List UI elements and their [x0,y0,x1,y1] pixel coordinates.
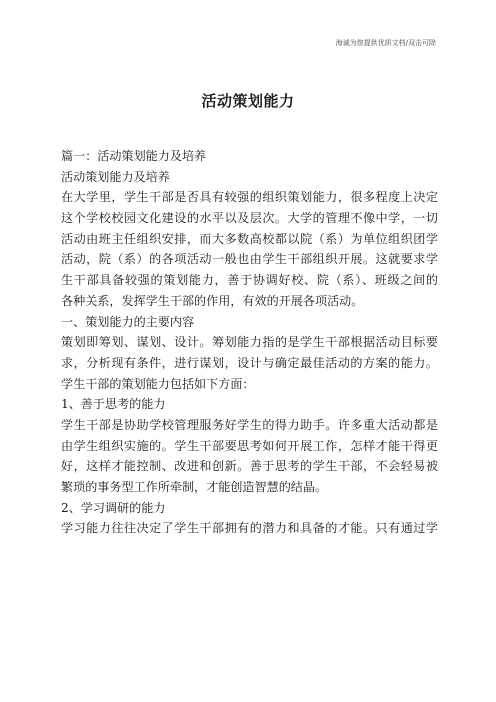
body-line: 繁琐的事务型工作所牵制，才能创造智慧的结晶。 [61,480,328,494]
body-line: 好，这样才能控制、改进和创新。善于思考的学生干部，不会轻易被 [61,459,438,474]
header-note: 海诚为您提供优质文档/双击可除 [335,39,436,47]
document-title: 活动策划能力 [201,92,295,110]
body-line: 1、善于思考的能力 [61,397,166,412]
body-line: 篇一：活动策划能力及培养 [61,149,207,163]
body-line: 活动策划能力及培养 [61,169,170,184]
body-line: 活动由班主任组织安排，而大多数高校都以院（系）为单位组织团学 [61,231,438,246]
body-line: 学生干部是协助学校管理服务好学生的得力助手。许多重大活动都是 [61,417,438,432]
body-line: 这个学校校园文化建设的水平以及层次。大学的管理不像中学，一切 [61,211,438,226]
body-line: 各种关系，发挥学生干部的作用，有效的开展各项活动。 [61,293,364,308]
body-line: 学生干部的策划能力包括如下方面： [61,376,255,391]
body-line: 策划即筹划、谋划、设计。筹划能力指的是学生干部根据活动目标要 [61,335,438,350]
body-line: 在大学里，学生干部是否具有较强的组织策划能力，很多程度上决定 [61,190,438,205]
body-line: 活动，院（系）的各项活动一般也由学生干部组织开展。这就要求学 [61,252,438,267]
body-line: 2、学习调研的能力 [61,500,166,515]
body-line: 生干部具备较强的策划能力，善于协调好校、院（系）、班级之间的 [61,273,438,288]
body-line: 由学生组织实施的。学生干部要思考如何开展工作，怎样才能干得更 [61,438,438,453]
document-body [61,146,438,539]
body-line: 求，分析现有条件，进行谋划，设计与确定最佳活动的方案的能力。 [61,355,438,370]
body-line: 学习能力往往决定了学生干部拥有的潜力和具备的才能。只有通过学 [61,521,438,536]
body-line: 一、策划能力的主要内容 [61,314,195,329]
